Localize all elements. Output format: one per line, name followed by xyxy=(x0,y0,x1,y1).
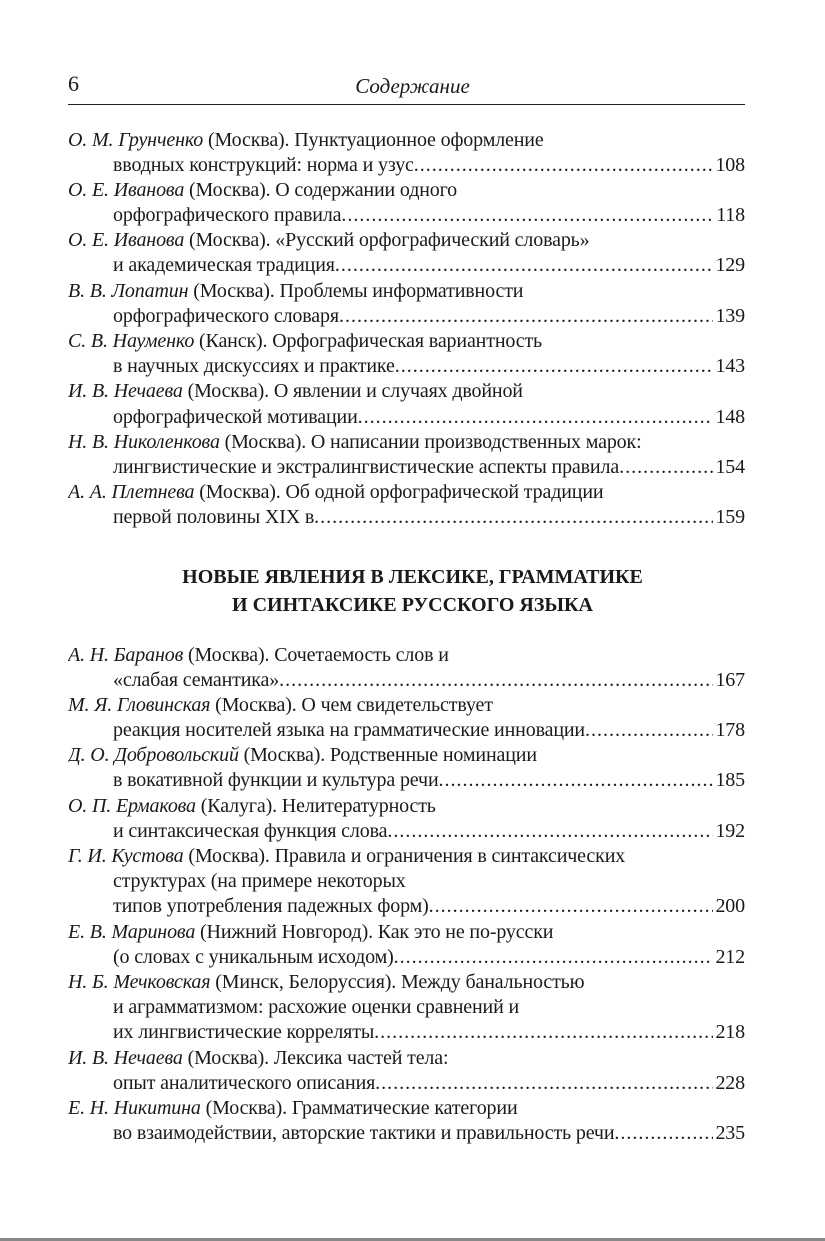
toc-group-2 xyxy=(68,643,745,1147)
toc-entry-first-line xyxy=(68,279,745,304)
entry-page-number[interactable]: 167 xyxy=(715,668,745,691)
toc-entry[interactable] xyxy=(68,128,745,178)
entry-title-start: (Москва). О написании производственных марок: xyxy=(219,430,642,453)
entry-title-end: во взаимодействии, авторские тактики и правильность речи xyxy=(113,1122,615,1145)
dot-leader xyxy=(439,768,714,793)
toc-entry[interactable] xyxy=(68,279,745,329)
entry-title-end: «слабая семантика» xyxy=(113,668,280,691)
section-heading-line-2: И СИНТАКСИКЕ РУССКОГО ЯЗЫКА xyxy=(232,594,593,616)
toc-entry[interactable] xyxy=(68,480,745,530)
dot-leader xyxy=(414,153,714,178)
entry-title-start: (Москва). О явлении и случаях двойной xyxy=(182,380,523,403)
author-name: Е. Н. Никитина xyxy=(68,1096,201,1119)
author-name: А. А. Плетнева xyxy=(68,481,195,504)
author-name: Н. Б. Мечковская xyxy=(68,970,211,993)
toc-entry-first-line xyxy=(68,178,745,203)
entry-title-end: в вокативной функции и культура речи xyxy=(113,769,439,792)
dot-leader xyxy=(279,668,713,693)
entry-title-start: (Москва). Сочетаемость слов и xyxy=(183,643,449,666)
toc-entry-last-line xyxy=(68,894,745,919)
author-name: И. В. Нечаева xyxy=(68,380,183,403)
author-name: О. Е. Иванова xyxy=(68,178,185,201)
author-name: Е. В. Маринова xyxy=(68,920,196,943)
entry-title-continuation: и аграмматизмом: расхожие оценки сравнений и xyxy=(113,996,520,1019)
author-name: О. Е. Иванова xyxy=(68,229,185,252)
toc-entry-last-line xyxy=(68,768,745,793)
author-name: В. В. Лопатин xyxy=(68,279,189,302)
toc-entry-last-line xyxy=(68,718,745,743)
toc-entry-first-line xyxy=(68,128,745,153)
toc-entry[interactable] xyxy=(68,844,745,920)
entry-page-number[interactable]: 218 xyxy=(715,1021,745,1044)
dot-leader xyxy=(341,203,714,228)
toc-entry-first-line xyxy=(68,379,745,404)
toc-entry[interactable] xyxy=(68,1046,745,1096)
entry-page-number[interactable]: 235 xyxy=(715,1122,745,1145)
author-name: Н. В. Николенкова xyxy=(68,430,220,453)
entry-title-start: (Москва). Пунктуационное оформление xyxy=(203,128,544,151)
running-title: Содержание xyxy=(355,74,470,98)
author-name: Д. О. Добровольский xyxy=(68,744,239,767)
toc-entry-first-line xyxy=(68,693,745,718)
dot-leader xyxy=(395,354,714,379)
entry-page-number[interactable]: 185 xyxy=(715,769,745,792)
entry-title-end: вводных конструкций: норма и узус xyxy=(113,153,414,176)
toc-entry-last-line xyxy=(68,304,745,329)
entry-title-start: (Москва). Грамматические категории xyxy=(200,1096,518,1119)
entry-title-end: и академическая традиция xyxy=(113,254,335,277)
dot-leader xyxy=(335,253,714,278)
entry-page-number[interactable]: 228 xyxy=(715,1071,745,1094)
entry-title-end: орфографического словаря xyxy=(113,304,339,327)
dot-leader xyxy=(619,455,713,480)
toc-entry-first-line xyxy=(68,1046,745,1071)
toc-entry-first-line xyxy=(68,743,745,768)
entry-title-end: лингвистические и экстралингвистические аспекты правила xyxy=(113,455,620,478)
entry-title-end: первой половины XIX в xyxy=(113,506,315,529)
toc-entry-last-line xyxy=(68,668,745,693)
dot-leader xyxy=(429,894,714,919)
header-rule xyxy=(68,104,745,105)
entry-title-start: (Москва). «Русский орфографический словарь» xyxy=(184,229,590,252)
toc-entry[interactable] xyxy=(68,1096,745,1146)
entry-page-number[interactable]: 200 xyxy=(715,895,745,918)
entry-page-number[interactable]: 178 xyxy=(715,719,745,742)
entry-page-number[interactable]: 159 xyxy=(715,506,745,529)
toc-entry-last-line xyxy=(68,455,745,480)
entry-title-start: (Канск). Орфографическая вариантность xyxy=(194,330,543,352)
toc-entry-last-line xyxy=(68,1121,745,1146)
entry-title-start: (Москва). Об одной орфографической традиции xyxy=(194,481,604,504)
toc-entry[interactable] xyxy=(68,693,745,743)
toc-entry[interactable] xyxy=(68,970,745,1046)
author-name: О. П. Ермакова xyxy=(68,794,196,817)
dot-leader xyxy=(614,1121,713,1146)
entry-title-start: (Москва). Родственные номинации xyxy=(238,744,537,767)
section-heading-line-1: НОВЫЕ ЯВЛЕНИЯ В ЛЕКСИКЕ, ГРАММАТИКЕ xyxy=(182,566,643,588)
section-heading xyxy=(0,563,825,619)
entry-title-end: их лингвистические корреляты xyxy=(113,1021,375,1044)
dot-leader xyxy=(314,505,713,530)
entry-page-number[interactable]: 118 xyxy=(716,204,745,227)
entry-page-number[interactable]: 192 xyxy=(715,819,745,842)
toc-entry-last-line xyxy=(68,1020,745,1045)
toc-entry[interactable] xyxy=(68,430,745,480)
author-name: И. В. Нечаева xyxy=(68,1046,183,1069)
toc-entry-last-line xyxy=(68,505,745,530)
author-name: О. М. Грунченко xyxy=(68,128,204,151)
dot-leader xyxy=(339,304,714,329)
toc-entry-first-line xyxy=(68,480,745,505)
entry-title-start: (Минск, Белоруссия). Между банальностью xyxy=(210,970,585,993)
author-name: Г. И. Кустова xyxy=(68,845,184,867)
entry-title-end: (о словах с уникальным исходом) xyxy=(113,945,394,968)
author-name: А. Н. Баранов xyxy=(68,643,184,666)
toc-entry-first-line xyxy=(68,920,745,945)
entry-title-end: реакция носителей языка на грамматические инновации xyxy=(113,719,585,742)
author-name: С. В. Науменко xyxy=(68,330,195,352)
entry-title-start: (Москва). О содержании одного xyxy=(184,178,458,201)
entry-title-start: (Москва). О чем свидетельствует xyxy=(210,693,493,716)
author-name: М. Я. Гловинская xyxy=(68,693,211,716)
entry-page-number[interactable]: 108 xyxy=(715,153,745,176)
toc-entry[interactable] xyxy=(68,643,745,693)
dot-leader xyxy=(387,819,713,844)
entry-page-number[interactable]: 212 xyxy=(715,945,745,968)
toc-entry-first-line xyxy=(68,643,745,668)
entry-title-start: (Калуга). Нелитературность xyxy=(195,794,436,817)
toc-group-1 xyxy=(68,128,745,531)
toc-entry-last-line xyxy=(68,1071,745,1096)
toc-entry-last-line xyxy=(68,819,745,844)
entry-title-end: в научных дискуссиях и практике xyxy=(113,355,395,378)
toc-entry-last-line xyxy=(68,203,745,228)
toc-entry-last-line xyxy=(68,253,745,278)
toc-entry[interactable] xyxy=(68,228,745,278)
toc-entry-last-line xyxy=(68,945,745,970)
toc-entry[interactable] xyxy=(68,178,745,228)
toc-entry[interactable] xyxy=(68,743,745,793)
entry-title-continuation: структурах (на примере некоторых xyxy=(113,870,406,893)
entry-page-number[interactable]: 129 xyxy=(715,254,745,277)
entry-page-number[interactable]: 139 xyxy=(715,304,745,327)
dot-leader xyxy=(585,718,713,743)
toc-entry-first-line xyxy=(68,1096,745,1121)
toc-entry-last-line xyxy=(68,354,745,379)
toc-entry[interactable] xyxy=(68,794,745,844)
toc-entry-first-line xyxy=(68,329,745,354)
toc-entry-last-line xyxy=(68,405,745,430)
toc-entry-first-line xyxy=(68,430,745,455)
dot-leader xyxy=(375,1071,713,1096)
toc-entry-first-line xyxy=(68,844,745,869)
entry-page-number[interactable]: 154 xyxy=(715,455,745,478)
entry-title-end: и синтаксическая функция слова xyxy=(113,819,388,842)
page-number: 6 xyxy=(68,71,79,96)
dot-leader xyxy=(374,1020,713,1045)
toc-entry[interactable] xyxy=(68,920,745,970)
entry-title-start: (Москва). Лексика частей тела: xyxy=(182,1046,449,1069)
entry-title-end: опыт аналитического описания xyxy=(113,1071,376,1094)
entry-title-start: (Москва). Проблемы информативности xyxy=(188,279,524,302)
toc-entry-last-line xyxy=(68,153,745,178)
toc-entry-first-line xyxy=(68,970,745,995)
dot-leader xyxy=(358,405,714,430)
entry-title-end: типов употребления падежных форм) xyxy=(113,895,429,918)
entry-page-number[interactable]: 143 xyxy=(715,355,745,378)
entry-title-end: орфографического правила xyxy=(113,204,342,227)
toc-entry-first-line xyxy=(68,794,745,819)
entry-title-start: (Москва). Правила и ограничения в синтаксических xyxy=(183,845,626,867)
entry-title-start: (Нижний Новгород). Как это не по-русски xyxy=(195,920,554,943)
toc-entry-first-line xyxy=(68,228,745,253)
entry-page-number[interactable]: 148 xyxy=(715,405,745,428)
toc-entry[interactable] xyxy=(68,329,745,379)
entry-title-end: орфографической мотивации xyxy=(113,405,358,428)
dot-leader xyxy=(394,945,714,970)
toc-entry[interactable] xyxy=(68,379,745,429)
